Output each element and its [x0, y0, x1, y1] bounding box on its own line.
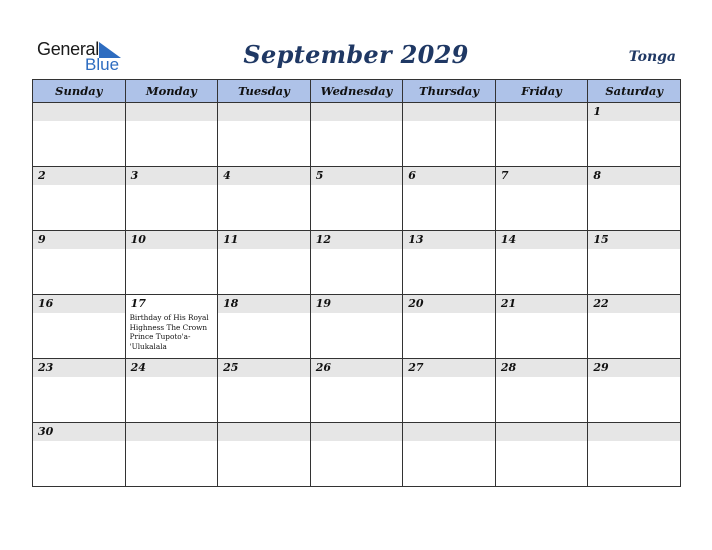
empty-day-cell [125, 103, 218, 167]
country-label: Tonga [628, 49, 676, 65]
day-cell [33, 423, 126, 487]
week-row [33, 231, 681, 295]
day-cell-header [496, 231, 588, 249]
day-cell-header [403, 103, 495, 121]
day-cell-header [126, 103, 218, 121]
day-number: 22 [593, 297, 609, 310]
day-number: 2 [38, 169, 46, 182]
day-cell [125, 167, 218, 231]
day-cell [218, 295, 311, 359]
day-cell-header [126, 423, 218, 441]
day-cell-header [588, 167, 680, 185]
weekday-header-row [33, 80, 681, 103]
day-number: 29 [593, 361, 609, 374]
day-cell-header [403, 423, 495, 441]
day-cell [403, 167, 496, 231]
weekday-tuesday: Tuesday [218, 80, 311, 103]
day-cell-header [33, 295, 125, 313]
day-cell-header [496, 167, 588, 185]
day-cell-header [218, 231, 310, 249]
week-row [33, 359, 681, 423]
day-cell-header [588, 359, 680, 377]
day-cell-header [588, 231, 680, 249]
day-cell-header [33, 167, 125, 185]
logo-blue-text: Blue [85, 55, 120, 74]
day-cell [588, 167, 681, 231]
day-number: 19 [315, 297, 331, 310]
week-row [33, 103, 681, 167]
day-cell-header [496, 359, 588, 377]
empty-day-cell [403, 103, 496, 167]
day-cell-header [218, 359, 310, 377]
empty-day-cell [310, 103, 403, 167]
empty-day-cell [218, 423, 311, 487]
day-number: 27 [408, 361, 424, 374]
day-number: 10 [130, 233, 146, 246]
day-cell [495, 295, 588, 359]
day-cell [495, 231, 588, 295]
day-number: 26 [315, 361, 331, 374]
day-cell [218, 167, 311, 231]
empty-day-cell [218, 103, 311, 167]
day-number: 16 [38, 297, 54, 310]
weekday-thursday: Thursday [403, 80, 496, 103]
day-number: 28 [500, 361, 517, 374]
day-cell [588, 103, 681, 167]
day-cell [33, 231, 126, 295]
day-number: 23 [38, 361, 54, 374]
day-cell [218, 359, 311, 423]
day-cell [495, 359, 588, 423]
day-cell [33, 295, 126, 359]
day-number: 15 [593, 233, 609, 246]
weekday-friday: Friday [495, 80, 588, 103]
day-cell [310, 231, 403, 295]
day-number: 12 [315, 233, 331, 246]
day-number: 17 [130, 297, 146, 310]
day-cell-header [588, 103, 680, 121]
week-row [33, 167, 681, 231]
day-cell [403, 295, 496, 359]
day-cell-header [403, 295, 495, 313]
day-cell-header [126, 231, 218, 249]
day-cell-header [33, 103, 125, 121]
day-cell-header [496, 295, 588, 313]
day-number: 5 [315, 169, 324, 182]
day-cell-header [218, 295, 310, 313]
day-cell [310, 295, 403, 359]
logo-general-text: General [37, 39, 99, 59]
day-cell [33, 167, 126, 231]
day-cell [125, 295, 218, 359]
empty-day-cell [495, 103, 588, 167]
day-cell-header [33, 231, 125, 249]
day-cell [125, 359, 218, 423]
day-cell [403, 231, 496, 295]
day-cell-header [218, 103, 310, 121]
day-cell [33, 359, 126, 423]
empty-day-cell [403, 423, 496, 487]
day-cell-header [33, 359, 125, 377]
day-cell-header [33, 423, 125, 441]
day-cell-header [403, 359, 495, 377]
day-cell-header [126, 295, 218, 313]
day-number: 9 [38, 233, 46, 246]
day-cell-header [403, 231, 495, 249]
day-cell-header [588, 423, 680, 441]
week-row [33, 295, 681, 359]
day-cell [218, 231, 311, 295]
day-number: 13 [408, 233, 424, 246]
day-cell [588, 231, 681, 295]
day-number: 3 [130, 169, 139, 182]
day-number: 21 [500, 297, 517, 310]
day-number: 8 [593, 169, 602, 182]
day-cell-header [218, 423, 310, 441]
calendar-body [33, 103, 681, 487]
day-cell-header [311, 359, 403, 377]
day-cell-header [496, 423, 588, 441]
empty-day-cell [125, 423, 218, 487]
day-cell-header [218, 167, 310, 185]
day-number: 24 [130, 361, 146, 374]
day-cell [588, 359, 681, 423]
calendar-grid [32, 79, 681, 487]
week-row [33, 423, 681, 487]
weekday-monday: Monday [125, 80, 218, 103]
empty-day-cell [310, 423, 403, 487]
day-number: 4 [223, 169, 231, 182]
day-cell [495, 167, 588, 231]
day-cell-header [311, 295, 403, 313]
day-number: 14 [500, 233, 517, 246]
day-cell-header [311, 231, 403, 249]
day-number: 11 [223, 233, 239, 246]
empty-day-cell [495, 423, 588, 487]
holiday-label: Birthday of His Royal Highness The Crown Prince Tupoto'a-'Ulukalala [129, 313, 209, 351]
day-cell-header [588, 295, 680, 313]
day-cell-header [126, 359, 218, 377]
empty-day-cell [588, 423, 681, 487]
day-cell-header [311, 423, 403, 441]
day-cell-header [126, 167, 218, 185]
day-number: 18 [223, 297, 239, 310]
page-title: September 2029 [243, 40, 469, 69]
weekday-saturday: Saturday [588, 80, 681, 103]
day-cell-header [311, 103, 403, 121]
day-number: 30 [38, 425, 54, 438]
day-cell [310, 167, 403, 231]
day-cell-header [403, 167, 495, 185]
weekday-wednesday: Wednesday [310, 80, 403, 103]
day-number: 20 [408, 297, 424, 310]
day-number: 6 [408, 169, 416, 182]
day-number: 1 [593, 105, 602, 118]
day-cell [588, 295, 681, 359]
day-cell-header [311, 167, 403, 185]
day-cell [403, 359, 496, 423]
weekday-sunday: Sunday [33, 80, 126, 103]
empty-day-cell [33, 103, 126, 167]
day-number: 7 [500, 169, 509, 182]
day-cell [125, 231, 218, 295]
day-number: 25 [223, 361, 239, 374]
day-cell-header [496, 103, 588, 121]
day-cell [310, 359, 403, 423]
